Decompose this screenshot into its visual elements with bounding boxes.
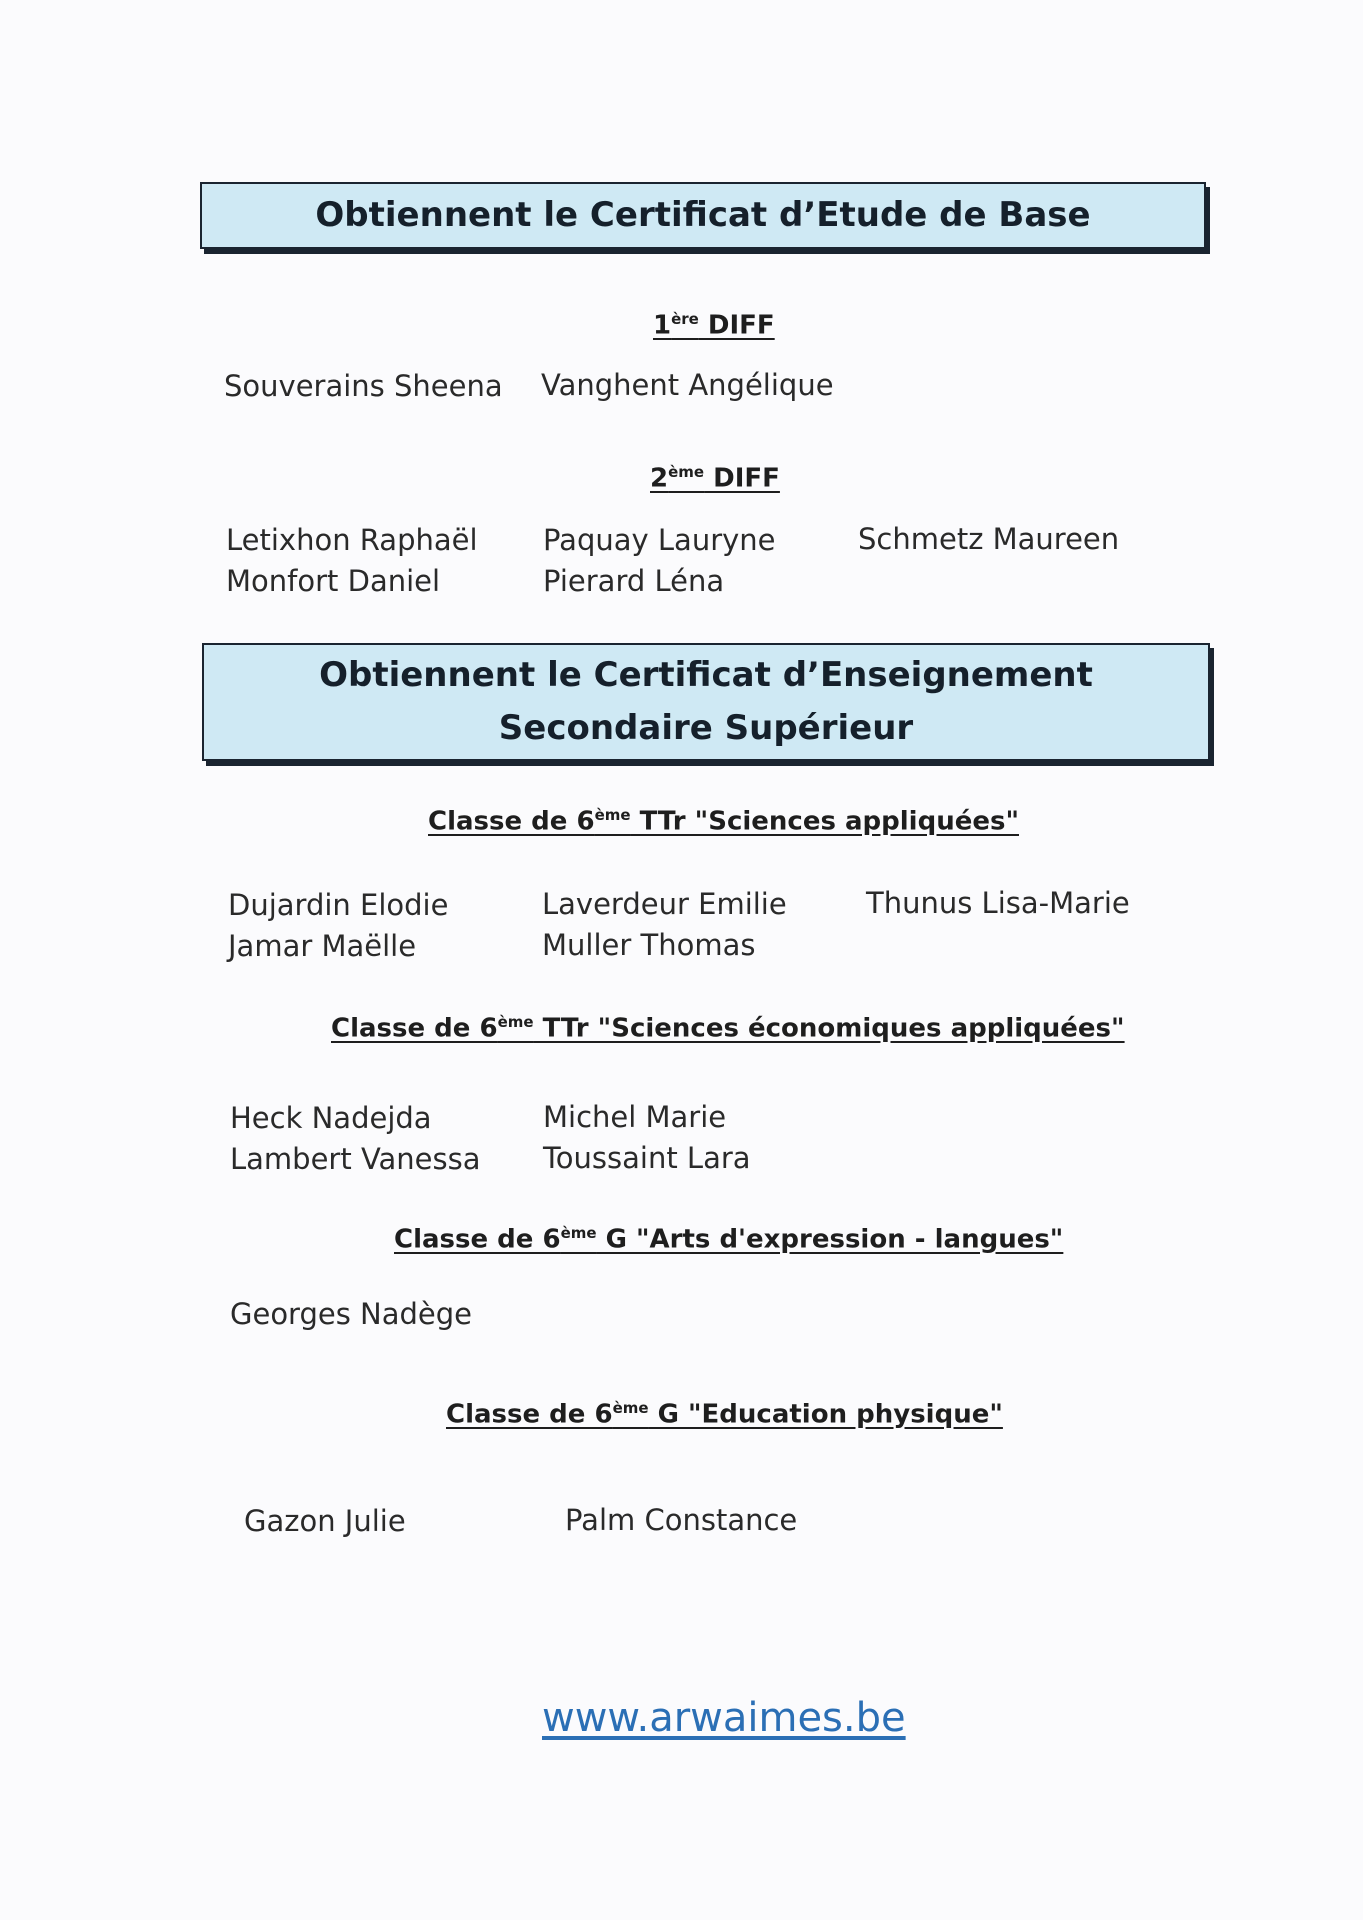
student-name: Lambert Vanessa [230,1142,481,1176]
student-name: Souverains Sheena [224,369,503,403]
website-link[interactable]: www.arwaimes.be [542,1695,906,1741]
student-name: Toussaint Lara [543,1141,751,1175]
student-name: Schmetz Maureen [858,522,1120,556]
student-name: Monfort Daniel [226,564,441,598]
student-name: Pierard Léna [543,564,725,598]
student-name: Gazon Julie [244,1504,406,1538]
student-name: Muller Thomas [542,928,756,962]
cess-title-banner [202,643,1210,761]
student-name: Heck Nadejda [230,1101,432,1135]
student-name: Laverdeur Emilie [542,887,787,921]
student-name: Georges Nadège [230,1297,473,1331]
ceb-title-banner [200,182,1206,249]
cess-title-line2: Secondaire Supérieur [498,708,914,748]
student-name: Palm Constance [565,1503,798,1537]
section-heading-1ere-diff: 1ère DIFF [653,310,775,341]
student-name: Dujardin Elodie [228,888,449,922]
cess-title-line1: Obtiennent le Certificat d’Enseignement [319,655,1093,695]
section-heading-ttr-economiques: Classe de 6ème TTr "Sciences économiques appliquées" [331,1013,1125,1044]
ceb-title: Obtiennent le Certificat d’Etude de Base [315,195,1091,235]
student-name: Michel Marie [543,1100,727,1134]
section-heading-ttr-sciences: Classe de 6ème TTr "Sciences appliquées" [428,806,1019,837]
student-name: Jamar Maëlle [228,929,417,963]
student-name: Thunus Lisa-Marie [866,886,1130,920]
student-name: Paquay Lauryne [543,523,776,557]
student-name: Letixhon Raphaël [226,523,478,557]
student-name: Vanghent Angélique [541,368,834,402]
section-heading-2eme-diff: 2ème DIFF [650,463,780,494]
section-heading-g-arts: Classe de 6ème G "Arts d'expression - langues" [394,1224,1064,1255]
section-heading-g-education: Classe de 6ème G "Education physique" [446,1399,1003,1430]
